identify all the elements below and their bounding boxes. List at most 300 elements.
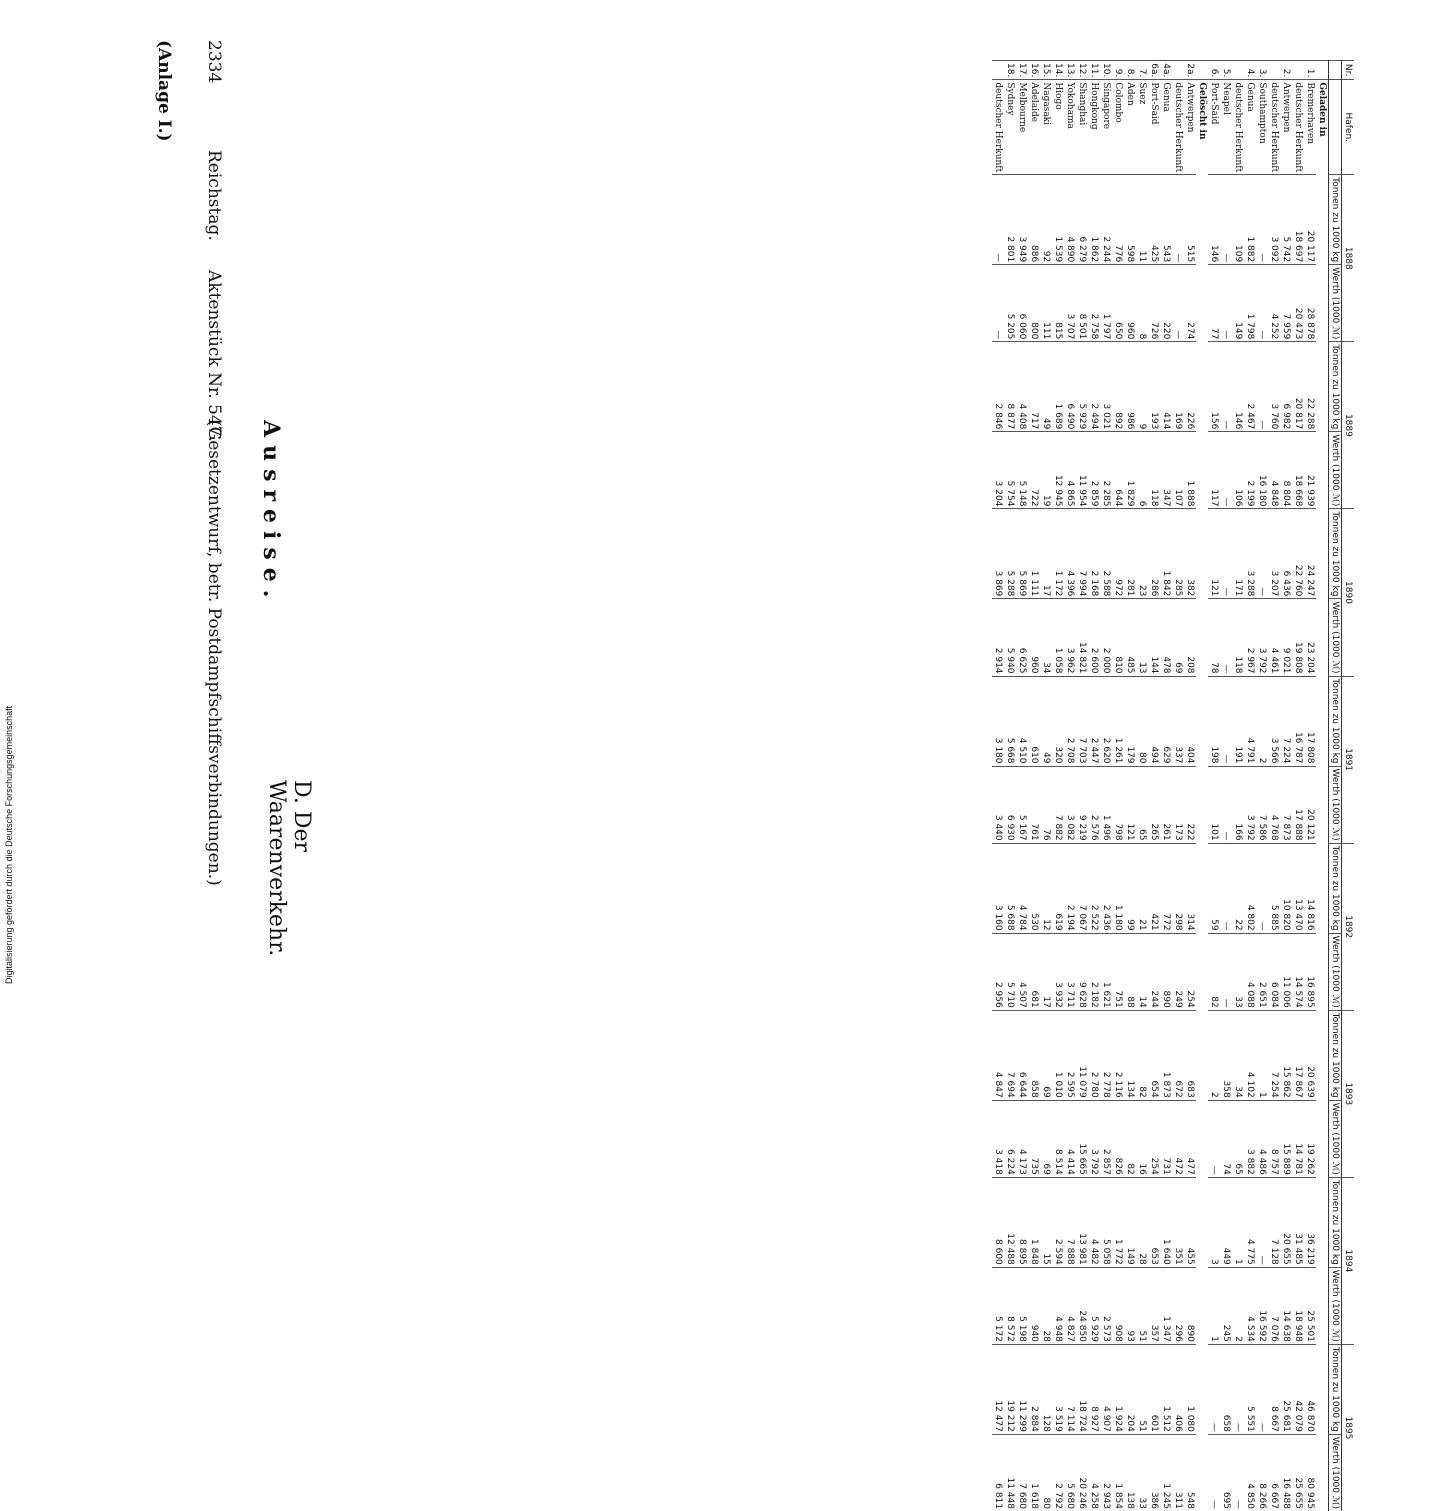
value-cell: 254 xyxy=(1148,1100,1160,1177)
value-cell: 629 xyxy=(1160,676,1172,766)
value-cell: 960 xyxy=(1028,599,1040,676)
value-cell: 1 xyxy=(1232,1177,1244,1267)
value-cell: 18 948 xyxy=(1292,1267,1304,1344)
value-cell: 13 981 xyxy=(1076,1177,1088,1267)
value-cell: 9 219 xyxy=(1076,766,1088,843)
value-cell: 15 889 xyxy=(1280,1100,1292,1177)
shipping-table xyxy=(992,60,1354,1511)
port-name: Genua xyxy=(1160,80,1172,175)
year-header: 1888 xyxy=(1342,175,1355,342)
value-cell: 286 xyxy=(1148,509,1160,599)
value-cell: 4 775 xyxy=(1244,1177,1256,1267)
value-cell: — xyxy=(1220,599,1232,676)
value-cell: 18 697 xyxy=(1292,175,1304,265)
value-cell: 886 xyxy=(1028,175,1040,265)
value-cell: 2 943 xyxy=(1100,1434,1112,1511)
year-header-row xyxy=(1342,61,1355,1511)
value-cell: 4 865 xyxy=(1064,432,1076,509)
year-header: 1892 xyxy=(1342,843,1355,1010)
value-cell: 4 102 xyxy=(1244,1010,1256,1100)
value-cell: 42 079 xyxy=(1292,1344,1304,1434)
value-cell: 695 xyxy=(1220,1434,1232,1511)
value-cell: 2 914 xyxy=(992,599,1004,676)
row-number: 8. xyxy=(1124,61,1136,80)
value-cell: 20 655 xyxy=(1280,1177,1292,1267)
row-number: 7. xyxy=(1136,61,1148,80)
value-cell: 2 116 xyxy=(1112,1010,1124,1100)
value-cell: 1 261 xyxy=(1112,676,1124,766)
value-cell: 33 xyxy=(1136,1434,1148,1511)
value-cell: 261 xyxy=(1160,766,1172,843)
value-cell: 4 510 xyxy=(1016,676,1028,766)
value-cell: 658 xyxy=(1220,1344,1232,1434)
value-cell: — xyxy=(1232,1344,1244,1434)
value-cell: 10 820 xyxy=(1280,843,1292,933)
value-cell: 4 848 xyxy=(1268,432,1280,509)
value-cell: 171 xyxy=(1232,509,1244,599)
table-row xyxy=(1100,61,1112,1511)
value-cell: 18 724 xyxy=(1076,1344,1088,1434)
table-row xyxy=(1124,61,1136,1511)
value-cell: 2 168 xyxy=(1088,509,1100,599)
value-cell: 2 792 xyxy=(1052,1434,1064,1511)
werth-header: Werth (1000 ℳ) xyxy=(1329,933,1342,1010)
row-number: 10. xyxy=(1100,61,1112,80)
port-name: Colombo xyxy=(1112,80,1124,175)
value-cell: 11 954 xyxy=(1076,432,1088,509)
value-cell: 3 204 xyxy=(992,432,1004,509)
value-cell: 118 xyxy=(1232,599,1244,676)
value-cell: 2 285 xyxy=(1100,432,1112,509)
value-cell: 1 640 xyxy=(1160,1177,1172,1267)
value-cell: 4 847 xyxy=(992,1010,1004,1100)
value-cell: 530 xyxy=(1028,843,1040,933)
tonnen-header: Tonnen zu 1000 kg xyxy=(1329,1010,1342,1100)
value-cell: 3 207 xyxy=(1268,509,1280,599)
value-cell: 3 932 xyxy=(1052,933,1064,1010)
value-cell: 1 058 xyxy=(1052,599,1064,676)
value-cell: 654 xyxy=(1148,1010,1160,1100)
value-cell: 735 xyxy=(1028,1100,1040,1177)
value-cell: 449 xyxy=(1220,1177,1232,1267)
row-number: 2a. xyxy=(1184,61,1196,80)
value-cell: 726 xyxy=(1148,265,1160,342)
value-cell: 13 xyxy=(1136,599,1148,676)
value-cell: 19 262 xyxy=(1304,1100,1316,1177)
value-cell: 8 572 xyxy=(1004,1267,1016,1344)
value-cell: 1 618 xyxy=(1028,1434,1040,1511)
value-cell: 18 668 xyxy=(1292,432,1304,509)
value-cell: 382 xyxy=(1184,509,1196,599)
table-row xyxy=(1004,61,1016,1511)
table-row xyxy=(1148,61,1160,1511)
value-cell: 15 xyxy=(1040,1177,1052,1267)
port-name: Nagasaki xyxy=(1040,80,1052,175)
werth-header: Werth (1000 ℳ) xyxy=(1329,599,1342,676)
value-cell: 12 477 xyxy=(992,1344,1004,1434)
port-name: deutscher Herkunft xyxy=(1268,80,1280,175)
value-cell: 960 xyxy=(1124,265,1136,342)
value-cell: 337 xyxy=(1172,676,1184,766)
value-cell: 7 873 xyxy=(1280,766,1292,843)
group-label: Gelöscht in xyxy=(1196,80,1208,175)
row-number: 4a. xyxy=(1160,61,1172,80)
value-cell: — xyxy=(992,265,1004,342)
value-cell: 46 870 xyxy=(1304,1344,1316,1434)
row-number: 1. xyxy=(1304,61,1316,80)
value-cell: 5 551 xyxy=(1244,1344,1256,1434)
value-cell: 1 080 xyxy=(1184,1344,1196,1434)
value-cell: 20 817 xyxy=(1292,342,1304,432)
value-cell: 138 xyxy=(1124,1434,1136,1511)
value-cell: 8 927 xyxy=(1088,1344,1100,1434)
port-name: Melbourne xyxy=(1016,80,1028,175)
value-cell: 11 xyxy=(1136,175,1148,265)
table-row xyxy=(1292,61,1304,1511)
value-cell: 2 xyxy=(1256,676,1268,766)
value-cell: 1 772 xyxy=(1112,1177,1124,1267)
value-cell: 59 xyxy=(1208,843,1220,933)
port-name: Singapore xyxy=(1100,80,1112,175)
value-cell: 6 811 xyxy=(992,1434,1004,1511)
row-number: 11. xyxy=(1088,61,1100,80)
value-cell: 644 xyxy=(1112,432,1124,509)
value-cell: 28 xyxy=(1136,1177,1148,1267)
value-cell: 51 xyxy=(1136,1267,1148,1344)
value-cell: 4 258 xyxy=(1088,1434,1100,1511)
value-cell: — xyxy=(1220,342,1232,432)
value-cell: 5 929 xyxy=(1088,1267,1100,1344)
row-number xyxy=(1172,61,1184,80)
value-cell: 22 288 xyxy=(1304,342,1316,432)
value-cell: 173 xyxy=(1172,766,1184,843)
value-cell: 36 219 xyxy=(1304,1177,1316,1267)
value-cell: 20 117 xyxy=(1304,175,1316,265)
value-cell: 3 711 xyxy=(1064,933,1076,1010)
value-cell: 69 xyxy=(1040,1010,1052,1100)
row-number: 15. xyxy=(1040,61,1052,80)
value-cell: 15 665 xyxy=(1076,1100,1088,1177)
value-cell: 107 xyxy=(1172,432,1184,509)
value-cell: 156 xyxy=(1208,342,1220,432)
value-cell: 5 885 xyxy=(1268,843,1280,933)
value-cell: 3 xyxy=(1208,1177,1220,1267)
value-cell: 19 212 xyxy=(1004,1344,1016,1434)
port-name: Bremerhaven xyxy=(1304,80,1316,175)
value-cell: 5 205 xyxy=(1004,265,1016,342)
value-cell: 3 288 xyxy=(1244,509,1256,599)
aktenstueck-label: Aktenstück Nr. 547. xyxy=(204,270,224,442)
value-cell: — xyxy=(1256,342,1268,432)
value-cell: 4 802 xyxy=(1244,843,1256,933)
value-cell: 650 xyxy=(1112,265,1124,342)
row-number: 13. xyxy=(1064,61,1076,80)
value-cell: 8 xyxy=(1136,265,1148,342)
value-cell: 972 xyxy=(1112,509,1124,599)
value-cell: 2 708 xyxy=(1064,676,1076,766)
value-cell: 776 xyxy=(1112,175,1124,265)
value-cell: 1 882 xyxy=(1244,175,1256,265)
table-row xyxy=(1076,61,1088,1511)
value-cell: 128 xyxy=(1040,1344,1052,1434)
value-cell: 4 768 xyxy=(1268,766,1280,843)
value-cell: 191 xyxy=(1232,676,1244,766)
value-cell: 23 xyxy=(1136,509,1148,599)
value-cell: 494 xyxy=(1148,676,1160,766)
value-cell: 810 xyxy=(1112,599,1124,676)
value-cell: 15 862 xyxy=(1280,1010,1292,1100)
value-cell: — xyxy=(1220,676,1232,766)
port-name: Adelaide xyxy=(1028,80,1040,175)
port-name: deutscher Herkunft xyxy=(1292,80,1304,175)
value-cell: — xyxy=(1220,766,1232,843)
value-cell: 4 173 xyxy=(1016,1100,1028,1177)
value-cell: 772 xyxy=(1160,843,1172,933)
value-cell: 8 514 xyxy=(1052,1100,1064,1177)
value-cell: 17 867 xyxy=(1292,1010,1304,1100)
tonnen-header: Tonnen zu 1000 kg xyxy=(1329,676,1342,766)
value-cell: 49 xyxy=(1040,342,1052,432)
value-cell: 2 522 xyxy=(1088,843,1100,933)
value-cell: 7 882 xyxy=(1052,766,1064,843)
tonnen-header: Tonnen zu 1000 kg xyxy=(1329,1177,1342,1267)
value-cell: 3 418 xyxy=(992,1100,1004,1177)
value-cell: 1 888 xyxy=(1184,432,1196,509)
value-cell: 22 760 xyxy=(1292,509,1304,599)
value-cell: 6 279 xyxy=(1076,175,1088,265)
value-cell: 3 021 xyxy=(1100,342,1112,432)
value-cell: 1 848 xyxy=(1028,1177,1040,1267)
table-row xyxy=(1028,61,1040,1511)
value-cell: 5 940 xyxy=(1004,599,1016,676)
table-row xyxy=(1172,61,1184,1511)
value-cell: 2 182 xyxy=(1088,933,1100,1010)
value-cell: 4 507 xyxy=(1016,933,1028,1010)
year-header: 1889 xyxy=(1342,342,1355,509)
value-cell: 485 xyxy=(1124,599,1136,676)
value-cell: 320 xyxy=(1052,676,1064,766)
value-cell: 6 625 xyxy=(1016,599,1028,676)
value-cell: 134 xyxy=(1124,1010,1136,1100)
value-cell: 601 xyxy=(1148,1344,1160,1434)
value-cell: — xyxy=(1220,265,1232,342)
value-cell: 20 639 xyxy=(1304,1010,1316,1100)
value-cell: 1 797 xyxy=(1100,265,1112,342)
value-cell: 3 519 xyxy=(1052,1344,1064,1434)
value-cell: 4 461 xyxy=(1268,599,1280,676)
table-row xyxy=(1040,61,1052,1511)
value-cell: 1 829 xyxy=(1124,432,1136,509)
value-cell: 1 539 xyxy=(1052,175,1064,265)
value-cell: 7 888 xyxy=(1064,1177,1076,1267)
value-cell: 940 xyxy=(1028,1267,1040,1344)
header-description: (Gesetzentwurf, betr. Postdampfschiffsverbindungen.) xyxy=(204,420,224,886)
value-cell: 5 288 xyxy=(1004,509,1016,599)
value-cell: 14 816 xyxy=(1304,843,1316,933)
row-number: 4. xyxy=(1244,61,1256,80)
value-cell: 25 681 xyxy=(1280,1344,1292,1434)
value-cell: 244 xyxy=(1148,933,1160,1010)
value-cell: 285 xyxy=(1172,509,1184,599)
value-cell: 146 xyxy=(1208,175,1220,265)
value-cell: 298 xyxy=(1172,843,1184,933)
value-cell: 653 xyxy=(1148,1177,1160,1267)
port-name: Suez xyxy=(1136,80,1148,175)
value-cell: — xyxy=(1256,1177,1268,1267)
value-cell: 25 501 xyxy=(1304,1267,1316,1344)
value-cell: 1 111 xyxy=(1028,509,1040,599)
value-cell: 8 895 xyxy=(1016,1177,1028,1267)
table-row xyxy=(1208,61,1220,1511)
value-cell: 51 xyxy=(1136,1344,1148,1434)
value-cell: 421 xyxy=(1148,843,1160,933)
value-cell: 11 299 xyxy=(1016,1344,1028,1434)
value-cell: 16 180 xyxy=(1256,432,1268,509)
value-cell: 82 xyxy=(1208,933,1220,1010)
value-cell: — xyxy=(1208,1434,1220,1511)
value-cell: 6 436 xyxy=(1280,509,1292,599)
value-cell: 2 651 xyxy=(1256,933,1268,1010)
value-cell: 800 xyxy=(1028,265,1040,342)
row-number: 2. xyxy=(1280,61,1292,80)
value-cell: 311 xyxy=(1172,1434,1184,1511)
value-cell: 16 895 xyxy=(1304,933,1316,1010)
value-cell: 890 xyxy=(1184,1267,1196,1344)
value-cell: 1 854 xyxy=(1112,1434,1124,1511)
table-row xyxy=(1184,61,1196,1511)
value-cell: 80 xyxy=(1136,676,1148,766)
reichstag-label: Reichstag. xyxy=(204,150,224,241)
tonnen-header: Tonnen zu 1000 kg xyxy=(1329,1344,1342,1434)
value-cell: 109 xyxy=(1232,175,1244,265)
value-cell: 7 114 xyxy=(1064,1344,1076,1434)
row-number: 6a. xyxy=(1148,61,1160,80)
value-cell: 8 600 xyxy=(992,1177,1004,1267)
value-cell: 24 850 xyxy=(1076,1267,1088,1344)
group-label: Geladen in xyxy=(1316,80,1329,175)
werth-header: Werth (1000 ℳ) xyxy=(1329,265,1342,342)
value-cell: 17 888 xyxy=(1292,766,1304,843)
value-cell: 220 xyxy=(1160,265,1172,342)
value-cell: 3 440 xyxy=(992,766,1004,843)
value-cell: 118 xyxy=(1148,432,1160,509)
value-cell: 1 496 xyxy=(1100,766,1112,843)
value-cell: 49 xyxy=(1040,676,1052,766)
value-cell: 683 xyxy=(1184,1010,1196,1100)
value-cell: 3 160 xyxy=(992,843,1004,933)
value-cell: 717 xyxy=(1028,342,1040,432)
value-cell: 2 780 xyxy=(1088,1010,1100,1100)
value-cell: 1 172 xyxy=(1052,509,1064,599)
value-cell: 477 xyxy=(1184,1100,1196,1177)
year-header: 1894 xyxy=(1342,1177,1355,1344)
col-hafen-header: Hafen. xyxy=(1342,80,1355,175)
port-name: Antwerpen xyxy=(1280,80,1292,175)
value-cell: 4 408 xyxy=(1016,342,1028,432)
value-cell: 2 594 xyxy=(1052,1177,1064,1267)
value-cell: 4 907 xyxy=(1100,1344,1112,1434)
row-number: 18. xyxy=(1004,61,1016,80)
value-cell: 2 576 xyxy=(1088,766,1100,843)
value-cell: — xyxy=(1220,175,1232,265)
value-cell: — xyxy=(1220,432,1232,509)
value-cell: 890 xyxy=(1160,933,1172,1010)
port-name: Shanghai xyxy=(1076,80,1088,175)
tonnen-header: Tonnen zu 1000 kg xyxy=(1329,843,1342,933)
value-cell: 5 688 xyxy=(1004,843,1016,933)
value-cell: 249 xyxy=(1172,933,1184,1010)
value-cell: 34 xyxy=(1232,1010,1244,1100)
value-cell: 2 778 xyxy=(1100,1010,1112,1100)
value-cell: 254 xyxy=(1184,933,1196,1010)
value-cell: 2 846 xyxy=(992,342,1004,432)
value-cell: 2 xyxy=(1232,1267,1244,1344)
value-cell: 13 470 xyxy=(1292,843,1304,933)
port-name: Port-Said xyxy=(1208,80,1220,175)
value-cell: 2 758 xyxy=(1088,265,1100,342)
value-cell: 1 347 xyxy=(1160,1267,1172,1344)
value-cell: 14 638 xyxy=(1280,1267,1292,1344)
value-cell: 20 121 xyxy=(1304,766,1316,843)
value-cell: 14 xyxy=(1136,933,1148,1010)
value-cell: 226 xyxy=(1184,342,1196,432)
value-cell: 5 167 xyxy=(1016,766,1028,843)
table-row xyxy=(1112,61,1124,1511)
value-cell: 1 798 xyxy=(1244,265,1256,342)
value-cell: 4 414 xyxy=(1064,1100,1076,1177)
value-cell: 16 592 xyxy=(1256,1267,1268,1344)
value-cell: 6 667 xyxy=(1268,1434,1280,1511)
value-cell: 5 710 xyxy=(1004,933,1016,1010)
value-cell: 16 488 xyxy=(1280,1434,1292,1511)
value-cell: 5 148 xyxy=(1016,432,1028,509)
value-cell: 9 628 xyxy=(1076,933,1088,1010)
value-cell: 4 827 xyxy=(1064,1267,1076,1344)
value-cell: — xyxy=(1172,265,1184,342)
row-number xyxy=(992,61,1004,80)
row-number: 16. xyxy=(1028,61,1040,80)
value-cell: 3 949 xyxy=(1016,175,1028,265)
value-cell: 2 244 xyxy=(1100,175,1112,265)
port-name: Genua xyxy=(1244,80,1256,175)
port-name: Antwerpen xyxy=(1184,80,1196,175)
row-number: 6. xyxy=(1208,61,1220,80)
value-cell: 19 808 xyxy=(1292,599,1304,676)
port-name: Hiogo xyxy=(1052,80,1064,175)
value-cell: — xyxy=(1232,1434,1244,1511)
value-cell: 78 xyxy=(1208,599,1220,676)
value-cell: — xyxy=(1220,933,1232,1010)
value-cell: 17 xyxy=(1040,933,1052,1010)
value-cell: 7 224 xyxy=(1280,676,1292,766)
value-cell: 8 501 xyxy=(1076,265,1088,342)
value-cell: 149 xyxy=(1232,265,1244,342)
value-cell: 4 088 xyxy=(1244,933,1256,1010)
value-cell: — xyxy=(1256,265,1268,342)
value-cell: 478 xyxy=(1160,599,1172,676)
value-cell: 28 878 xyxy=(1304,265,1316,342)
value-cell: 5 929 xyxy=(1076,342,1088,432)
value-cell: 204 xyxy=(1124,1344,1136,1434)
value-cell: — xyxy=(1172,175,1184,265)
value-cell: 1 873 xyxy=(1160,1010,1172,1100)
value-cell: 472 xyxy=(1172,1100,1184,1177)
value-cell: 1 924 xyxy=(1112,1344,1124,1434)
value-cell: 722 xyxy=(1028,432,1040,509)
table-row xyxy=(1136,61,1148,1511)
value-cell: 2 436 xyxy=(1100,843,1112,933)
value-cell: 1 010 xyxy=(1052,1010,1064,1100)
